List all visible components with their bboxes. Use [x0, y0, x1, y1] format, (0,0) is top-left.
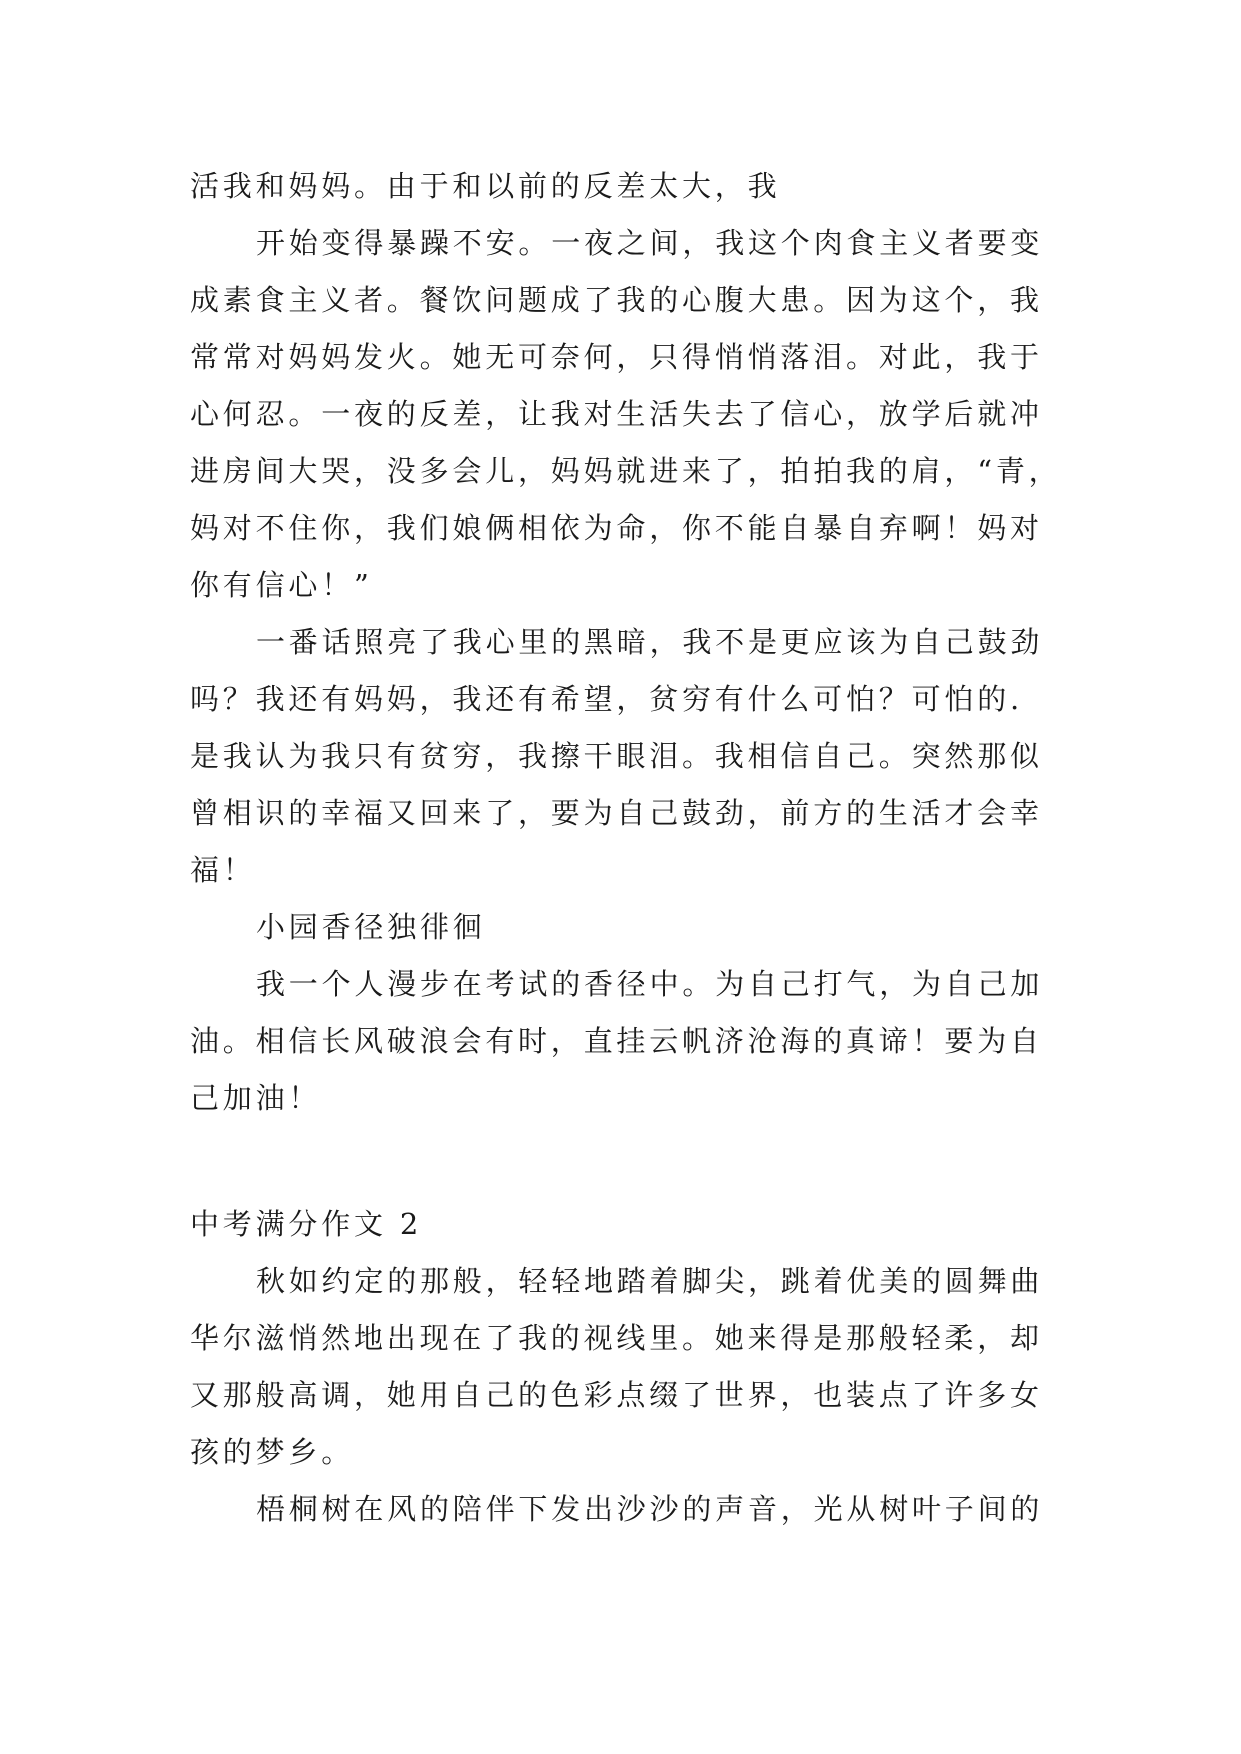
text-line: 孩的梦乡。 — [190, 1435, 355, 1469]
text-line: 又那般高调，她用自己的色彩点缀了世界，也装点了许多女 — [190, 1378, 1043, 1412]
text-line: 华尔滋悄然地出现在了我的视线里。她来得是那般轻柔，却 — [190, 1321, 1043, 1355]
text-line: 秋如约定的那般，轻轻地踏着脚尖，跳着优美的圆舞曲 — [256, 1264, 1044, 1298]
text-line: 进房间大哭，没多会儿，妈妈就进来了，拍拍我的肩，“青， — [190, 454, 1062, 488]
text-line: 梧桐树在风的陪伴下发出沙沙的声音，光从树叶子间的 — [256, 1492, 1044, 1526]
text-line: 妈对不住你，我们娘俩相依为命，你不能自暴自弃啊！妈对 — [190, 511, 1043, 545]
text-line: 福！ — [190, 853, 256, 887]
text-line: 你有信心！” — [190, 568, 373, 602]
text-line: 己加油！ — [190, 1081, 322, 1115]
subheading-line: 小园香径独徘徊 — [256, 910, 486, 944]
text-line: 常常对妈妈发火。她无可奈何，只得悄悄落泪。对此，我于 — [190, 340, 1043, 374]
text-line: 曾相识的幸福又回来了，要为自己鼓劲，前方的生活才会幸 — [190, 796, 1043, 830]
text-line: 是我认为我只有贫穷，我擦干眼泪。我相信自己。突然那似 — [190, 739, 1043, 773]
text-line: 成素食主义者。餐饮问题成了我的心腹大患。因为这个，我 — [190, 283, 1043, 317]
text-line: 开始变得暴躁不安。一夜之间，我这个肉食主义者要变 — [256, 226, 1044, 260]
text-line: 一番话照亮了我心里的黑暗，我不是更应该为自己鼓劲 — [256, 625, 1044, 659]
text-line: 心何忍。一夜的反差，让我对生活失去了信心，放学后就冲 — [190, 397, 1043, 431]
section-heading: 中考满分作文 2 — [190, 1207, 423, 1241]
text-line: 吗？我还有妈妈，我还有希望，贫穷有什么可怕？可怕的. — [190, 682, 1024, 716]
text-line: 我一个人漫步在考试的香径中。为自己打气，为自己加 — [256, 967, 1044, 1001]
text-line: 油。相信长风破浪会有时，直挂云帆济沧海的真谛！要为自 — [190, 1024, 1043, 1058]
text-line: 活我和妈妈。由于和以前的反差太大，我 — [190, 169, 781, 203]
